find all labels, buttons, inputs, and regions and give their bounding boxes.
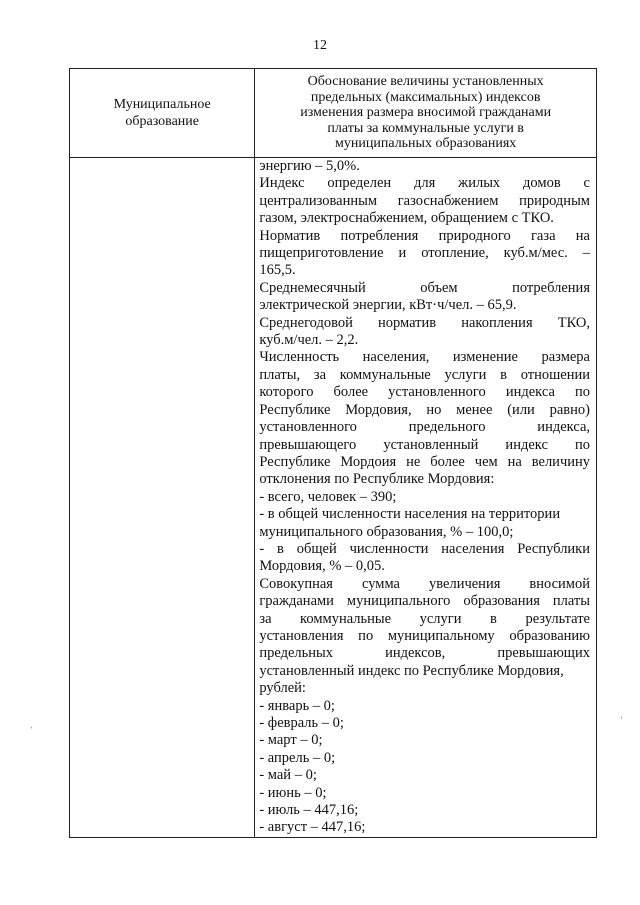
- text-line: Совокупная сумма увеличения вносимой: [259, 575, 590, 592]
- text-line: Среднемесячный объем потребления: [259, 279, 590, 296]
- text-line: газом, электроснабжением, обращением с ТКО.: [259, 210, 554, 227]
- text-line: пищеприготовление и отопление, куб.м/мес. –: [259, 245, 590, 262]
- text-line: Республике Мордоия не более чем на величину: [259, 453, 590, 470]
- text-line: - всего, человек – 390;: [259, 488, 397, 505]
- text-line: - август – 447,16;: [259, 819, 366, 836]
- text-line: куб.м/чел. – 2,2.: [259, 332, 359, 349]
- header-municipality-line: Муниципальное: [113, 97, 211, 112]
- text-line: энергию – 5,0%.: [259, 158, 360, 174]
- header-justification-line: предельных (максимальных) индексов: [310, 89, 541, 105]
- text-line: гражданами муниципального образования платы: [259, 593, 590, 610]
- text-line: за коммунальные услуги в результате: [259, 610, 590, 627]
- header-justification-line: муниципальных образованиях: [335, 136, 517, 152]
- text-line: Индекс определен для жилых домов с: [259, 175, 590, 192]
- page-number: 12: [313, 38, 327, 53]
- justification-cell: [255, 158, 597, 838]
- text-line: превышающего установленный индекс по: [259, 436, 590, 453]
- header-municipality-line: образование: [125, 114, 199, 129]
- header-justification-line: платы за коммунальные услуги в: [327, 120, 524, 136]
- text-line: Мордовия, % – 0,05.: [259, 558, 385, 575]
- text-line: Норматив потребления природного газа на: [259, 227, 590, 244]
- header-justification-line: Обоснование величины установленных: [307, 74, 544, 90]
- text-line: - май – 0;: [259, 767, 317, 784]
- text-line: - февраль – 0;: [259, 715, 344, 731]
- table-body-row: [70, 158, 597, 838]
- text-line: - июль – 447,16;: [259, 802, 359, 819]
- scan-speck: ˈ: [620, 716, 624, 727]
- text-line: - июнь – 0;: [259, 784, 327, 801]
- text-line: отклонения по Республике Мордовия:: [259, 471, 495, 488]
- text-line: которого более установленного индекса по: [259, 384, 590, 401]
- text-line: централизованным газоснабжением природным: [259, 192, 590, 209]
- header-justification-line: изменения размера вносимой гражданами: [300, 105, 552, 121]
- text-line: установленного предельного индекса,: [259, 419, 590, 436]
- header-municipality: [70, 69, 255, 158]
- table-header-row: [70, 69, 597, 158]
- scan-speck: ˌ: [30, 718, 34, 729]
- text-line: - январь – 0;: [259, 697, 335, 714]
- text-line: - в общей численности населения Республики: [259, 540, 590, 557]
- text-line: 165,5.: [259, 262, 296, 279]
- text-line: - март – 0;: [259, 732, 323, 749]
- text-line: предельных индексов, превышающих: [259, 645, 590, 662]
- text-line: муниципального образования, % – 100,0;: [259, 523, 514, 540]
- text-line: Численность населения, изменение размера: [259, 349, 590, 366]
- text-line: электрической энергии, кВт·ч/чел. – 65,9.: [259, 297, 517, 314]
- text-line: установленный индекс по Республике Мордовия,: [259, 662, 564, 679]
- text-line: рублей:: [259, 680, 306, 697]
- municipality-cell: [70, 158, 255, 838]
- text-line: - апрель – 0;: [259, 749, 336, 766]
- header-justification: [255, 69, 597, 158]
- text-line: - в общей численности населения на территории: [259, 506, 561, 523]
- text-line: платы, за коммунальные услуги в отношении: [259, 366, 590, 383]
- justification-table: [69, 68, 597, 838]
- text-line: Республике Мордовия, но менее (или равно): [259, 401, 590, 418]
- text-line: Среднегодовой норматив накопления ТКО,: [259, 314, 590, 331]
- text-line: установления по муниципальному образованию: [259, 627, 590, 644]
